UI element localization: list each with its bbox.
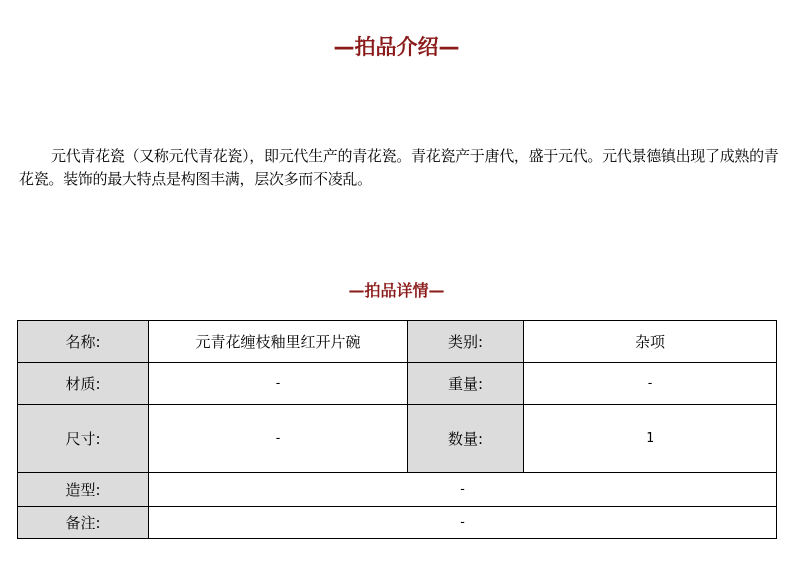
weight-label: 重量: [408,363,524,405]
intro-paragraph: 元代青花瓷（又称元代青花瓷），即元代生产的青花瓷。青花瓷产于唐代，盛于元代。元代景德镇出现了成熟的青花瓷。装饰的最大特点是构图丰满，层次多而不凌乱。 [19,147,779,188]
name-value: 元青花缠枝釉里红开片碗 [149,321,408,363]
shape-label: 造型: [18,473,149,507]
note-label: 备注: [18,507,149,539]
quantity-label: 数量: [408,405,524,473]
size-label: 尺寸: [18,405,149,473]
details-section-title: —拍品详情— [348,281,445,300]
details-table [17,320,777,539]
category-label: 类别: [408,321,524,363]
quantity-value: 1 [524,405,777,473]
table-row [18,321,777,363]
name-label: 名称: [18,321,149,363]
table-row [18,473,777,507]
note-value: - [149,507,777,539]
table-row [18,507,777,539]
material-value: - [149,363,408,405]
table-row [18,405,777,473]
material-label: 材质: [18,363,149,405]
category-value: 杂项 [524,321,777,363]
size-value: - [149,405,408,473]
intro-section-title: —拍品介绍— [333,35,460,59]
weight-value: - [524,363,777,405]
table-row [18,363,777,405]
shape-value: - [149,473,777,507]
